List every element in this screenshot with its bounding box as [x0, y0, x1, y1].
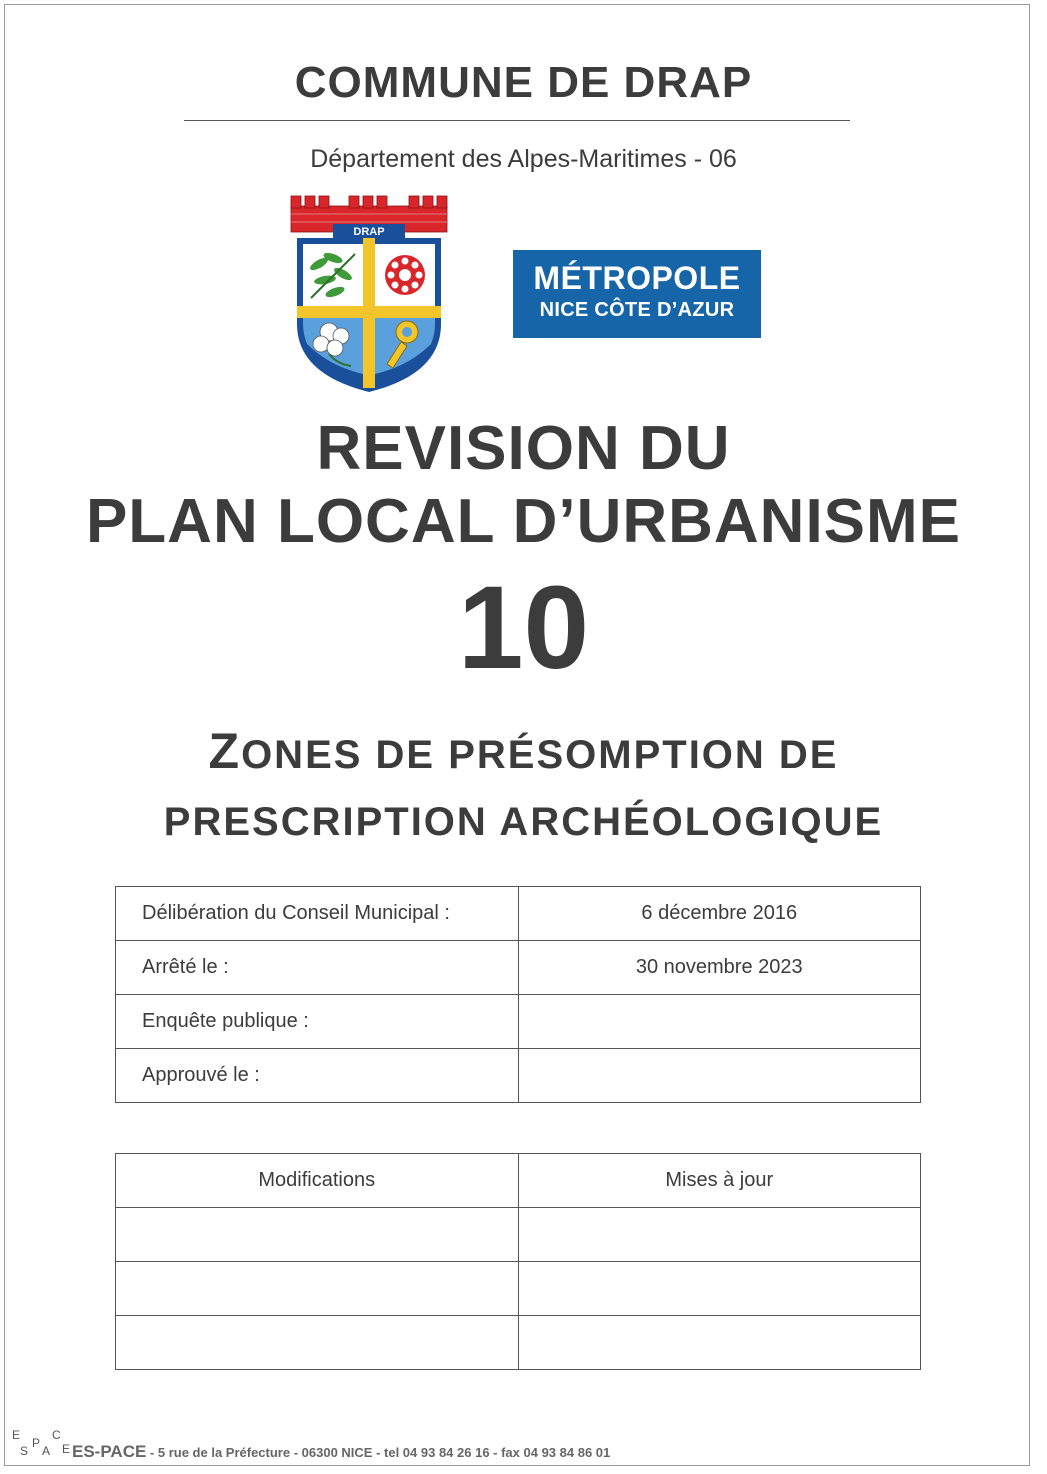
empty-cell — [116, 1262, 519, 1316]
table-row — [116, 1262, 921, 1316]
table-row — [116, 995, 921, 1049]
logo-letter: E — [62, 1442, 71, 1456]
empty-cell — [116, 1316, 519, 1370]
empty-cell — [518, 1208, 921, 1262]
status-label: Délibération du Conseil Municipal : — [116, 887, 519, 941]
footer-contact — [72, 1442, 610, 1462]
commune-title: COMMUNE DE DRAP — [294, 58, 753, 107]
main-title-line1: REVISION DU — [316, 414, 731, 483]
logo-letter: A — [42, 1444, 51, 1458]
table-row — [116, 887, 921, 941]
subtitle-line2: PRESCRIPTION ARCHÉOLOGIQUE — [163, 800, 884, 844]
status-table — [115, 886, 921, 1103]
table-header-row — [116, 1154, 921, 1208]
crest-label: DRAP — [353, 226, 385, 238]
table-row — [116, 1208, 921, 1262]
status-label: Arrêté le : — [116, 941, 519, 995]
logo-letter: S — [20, 1444, 29, 1458]
subtitle-initial: Z — [208, 723, 242, 779]
table-row — [116, 1049, 921, 1103]
document-number: 10 — [457, 562, 590, 694]
header-mises-a-jour: Mises à jour — [518, 1154, 921, 1208]
title-divider — [184, 120, 850, 121]
department-line: Département des Alpes-Maritimes - 06 — [310, 145, 737, 173]
status-label: Enquête publique : — [116, 995, 519, 1049]
status-value — [518, 995, 921, 1049]
logo-letter: C — [52, 1428, 61, 1442]
status-label: Approuvé le : — [116, 1049, 519, 1103]
status-value — [518, 1049, 921, 1103]
logo-letter: P — [32, 1436, 41, 1450]
metropole-line2: NICE CÔTE D’AZUR — [539, 299, 735, 321]
footer — [12, 1428, 912, 1464]
empty-cell — [116, 1208, 519, 1262]
footer-address: - 5 rue de la Préfecture - 06300 NICE - tel 04 93 84 26 16 - fax 04 93 84 86 01 — [146, 1445, 611, 1460]
status-value: 6 décembre 2016 — [518, 887, 921, 941]
footer-brand: ES-PACE — [72, 1442, 147, 1461]
drap-coat-of-arms-icon — [289, 194, 449, 394]
table-row — [116, 1316, 921, 1370]
status-value: 30 novembre 2023 — [518, 941, 921, 995]
metropole-line1: MÉTROPOLE — [533, 260, 741, 296]
main-title-line2: PLAN LOCAL D’URBANISME — [85, 487, 962, 556]
header-modifications: Modifications — [116, 1154, 519, 1208]
subtitle-line1-rest: ONES DE PRÉSOMPTION DE — [241, 733, 839, 777]
subtitle-line1 — [0, 722, 1047, 780]
empty-cell — [518, 1262, 921, 1316]
empty-cell — [518, 1316, 921, 1370]
logo-letter: E — [12, 1428, 21, 1442]
es-pace-logo-icon — [12, 1428, 74, 1464]
modifications-table — [115, 1153, 921, 1370]
table-row — [116, 941, 921, 995]
metropole-logo — [513, 250, 761, 338]
